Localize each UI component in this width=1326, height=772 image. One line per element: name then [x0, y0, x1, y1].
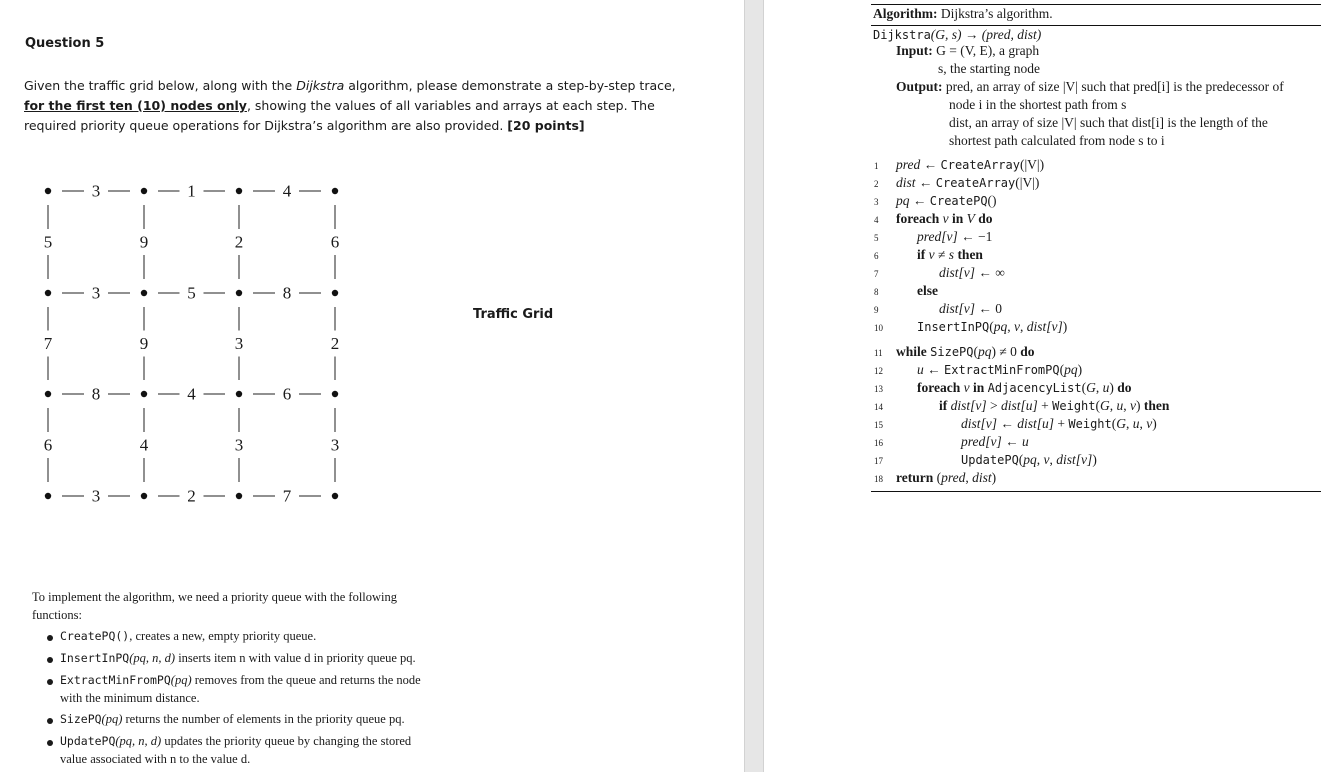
grid-node [141, 493, 147, 499]
edge-weight-label: 4 [282, 181, 292, 201]
algorithm-heading-rule [871, 25, 1321, 26]
algorithm-line-number: 7 [874, 269, 879, 279]
algorithm-line: foreach v in AdjacencyList(G, u) do [917, 380, 1132, 395]
edge-weight-label: 4 [139, 435, 149, 455]
edge-weight-label: 3 [234, 435, 244, 455]
algorithm-line-number: 1 [874, 161, 879, 171]
edge-weight-label: 3 [234, 334, 244, 353]
edge-weight-label: 4 [187, 384, 196, 404]
algorithm-line: u ← ExtractMinFromPQ(pq) [917, 362, 1083, 377]
grid-node [332, 391, 338, 397]
algorithm-line: return (pred, dist) [896, 470, 997, 485]
algorithm-line-number: 8 [874, 287, 879, 297]
algorithm-line: else [917, 283, 938, 298]
pq-item-size: SizePQ(pq) returns the number of elements in the priority queue pq. [60, 712, 405, 726]
grid-node [236, 391, 242, 397]
edge-weight-label: 3 [91, 181, 101, 201]
algorithm-line-number: 5 [874, 233, 879, 243]
grid-node [236, 188, 242, 194]
algorithm-line-number: 9 [874, 305, 879, 315]
algorithm-line: dist[v] ← 0 [939, 301, 1003, 316]
edge-weight-label: 1 [187, 181, 196, 201]
algorithm-signature: Dijkstra(G, s) → (pred, dist) [873, 27, 1042, 42]
edge-weight-label: 2 [330, 334, 340, 353]
bullet [47, 679, 53, 685]
question-text-line-1: Given the traffic grid below, along with the Dijkstra algorithm, please demonstrate a step-by-step trace, [24, 78, 676, 93]
question-title: Question 5 [25, 36, 105, 51]
algorithm-output-4: shortest path calculated from node s to i [949, 133, 1165, 148]
algorithm-output-2: node i in the shortest path from s [949, 97, 1127, 112]
algorithm-line-number: 14 [874, 402, 883, 412]
edge-weight-label: 6 [43, 435, 53, 455]
algorithm-output-3: dist, an array of size |V| such that dist[i] is the length of the [949, 115, 1268, 130]
grid-node [45, 391, 51, 397]
grid-node [141, 391, 147, 397]
algorithm-line-number: 10 [874, 323, 883, 333]
algorithm-line-number: 4 [874, 215, 879, 225]
algorithm-input: Input: G = (V, E), a graph [896, 43, 1040, 58]
pq-item-create: CreatePQ(), creates a new, empty priority queue. [60, 629, 317, 643]
grid-caption: Traffic Grid [473, 307, 554, 322]
edge-weight-label: 8 [91, 384, 101, 404]
algorithm-line: pred[v] ← −1 [917, 229, 993, 244]
grid-node [236, 290, 242, 296]
algorithm-line: dist ← CreateArray(|V|) [896, 175, 1040, 190]
bullet [47, 718, 53, 724]
bullet [47, 740, 53, 746]
algorithm-line: foreach v in V do [896, 211, 993, 226]
algorithm-line: pred ← CreateArray(|V|) [896, 157, 1045, 172]
grid-node [332, 493, 338, 499]
grid-node [141, 290, 147, 296]
algorithm-line: pq ← CreatePQ() [896, 193, 997, 208]
algorithm-line: if dist[v] > dist[u] + Weight(G, u, v) then [939, 398, 1170, 413]
question-text-line-3: required priority queue operations for Dijkstra’s algorithm are also provided. [20 points] [24, 118, 585, 133]
grid-node [332, 188, 338, 194]
edge-weight-label: 3 [91, 283, 101, 303]
pq-item-insert: InsertInPQ(pq, n, d) inserts item n with value d in priority queue pq. [60, 651, 416, 665]
grid-node [236, 493, 242, 499]
algorithm-line-number: 3 [874, 197, 879, 207]
grid-node [45, 493, 51, 499]
bullet [47, 657, 53, 663]
algorithm-line-number: 12 [874, 366, 883, 376]
algorithm-line-number: 15 [874, 420, 883, 430]
algorithm-input-2: s, the starting node [938, 61, 1040, 76]
algorithm-line-number: 2 [874, 179, 879, 189]
edge-weight-label: 2 [187, 486, 196, 506]
algorithm-output: Output: pred, an array of size |V| such that pred[i] is the predecessor of [896, 79, 1284, 94]
pq-intro-line-2: functions: [32, 608, 82, 622]
edge-weight-label: 9 [139, 334, 149, 353]
algorithm-line: while SizePQ(pq) ≠ 0 do [896, 344, 1035, 359]
algorithm-heading: Algorithm: Dijkstra’s algorithm. [873, 6, 1053, 21]
algorithm-line: if v ≠ s then [917, 247, 983, 262]
grid-node [45, 290, 51, 296]
pq-item-update: UpdatePQ(pq, n, d) updates the priority queue by changing the stored [60, 734, 412, 748]
question-text-line-2: for the first ten (10) nodes only, showing the values of all variables and arrays at each step. The [24, 98, 655, 113]
algorithm-line-number: 11 [874, 348, 883, 358]
algorithm-line: dist[v] ← ∞ [939, 265, 1005, 280]
pq-item-update-cont: value associated with n to the value d. [60, 752, 251, 766]
algorithm-line: dist[v] ← dist[u] + Weight(G, u, v) [961, 416, 1157, 431]
pq-intro-line-1: To implement the algorithm, we need a priority queue with the following [32, 590, 398, 604]
pq-item-extract-cont: with the minimum distance. [60, 691, 200, 705]
edge-weight-label: 7 [282, 486, 292, 506]
algorithm-line-number: 16 [874, 438, 883, 448]
edge-weight-label: 5 [43, 232, 53, 252]
algorithm-line-number: 13 [874, 384, 883, 394]
edge-weight-label: 7 [43, 334, 53, 353]
edge-weight-label: 5 [187, 283, 196, 303]
algorithm-line-number: 17 [874, 456, 883, 466]
algorithm-bottom-rule [871, 491, 1321, 492]
edge-weight-label: 3 [330, 435, 340, 455]
grid-node [45, 188, 51, 194]
algorithm-top-rule [871, 4, 1321, 5]
bullet [47, 635, 53, 641]
pq-item-extract: ExtractMinFromPQ(pq) removes from the queue and returns the node [60, 673, 421, 687]
edge-weight-label: 2 [234, 232, 244, 252]
edge-weight-label: 6 [282, 384, 292, 404]
edge-weight-label: 8 [282, 283, 292, 303]
page-gutter-scrollbar[interactable] [744, 0, 764, 772]
algorithm-line-number: 18 [874, 474, 883, 484]
edge-weight-label: 6 [330, 232, 340, 252]
algorithm-line-number: 6 [874, 251, 879, 261]
traffic-grid [30, 175, 360, 515]
edge-weight-label: 9 [139, 232, 149, 252]
edge-weight-label: 3 [91, 486, 101, 506]
algorithm-line: pred[v] ← u [961, 434, 1029, 449]
grid-node [141, 188, 147, 194]
algorithm-line: InsertInPQ(pq, v, dist[v]) [917, 319, 1068, 334]
algorithm-line: UpdatePQ(pq, v, dist[v]) [961, 452, 1097, 467]
grid-node [332, 290, 338, 296]
